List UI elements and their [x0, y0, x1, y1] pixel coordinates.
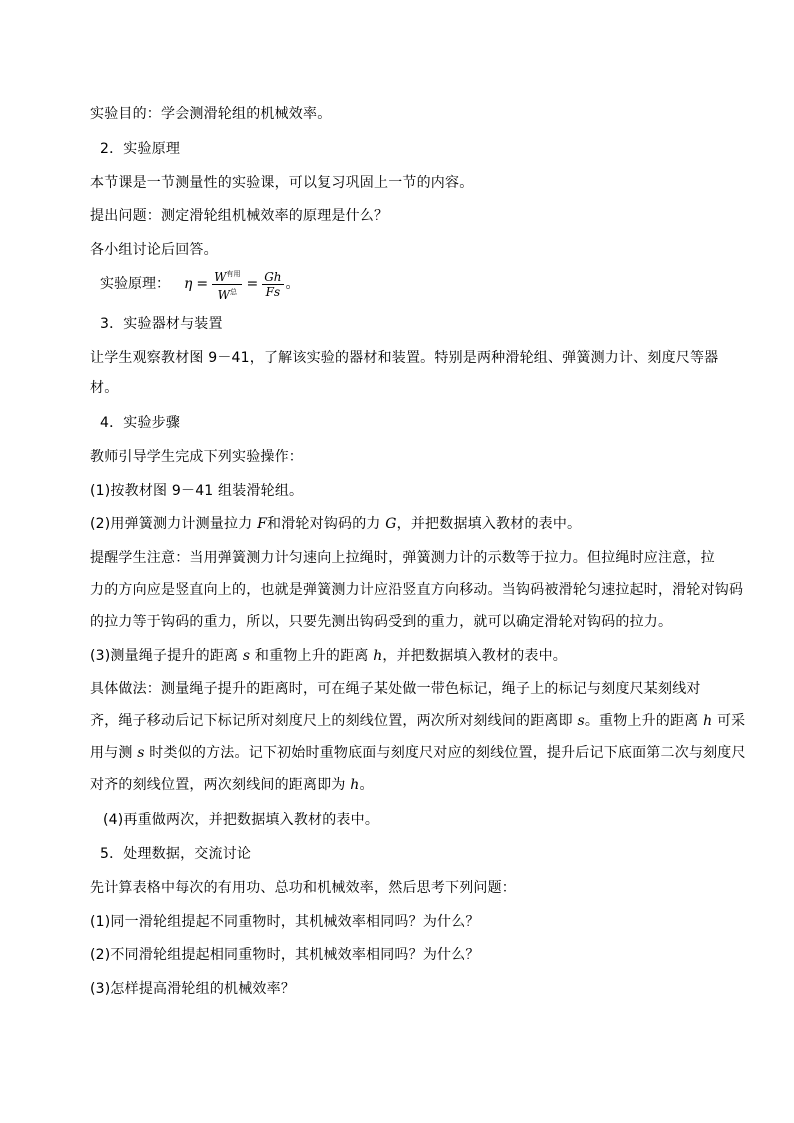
step-1: (1)按教材图 9－41 组装滑轮组。 — [90, 483, 304, 499]
section-heading-principle: 2．实验原理 — [100, 141, 181, 157]
experiment-purpose: 实验目的：学会测滑轮组的机械效率。 — [90, 106, 332, 122]
principle-formula-line — [100, 266, 300, 302]
step-4: (4)再重做两次，并把数据填入教材的表中。 — [103, 812, 380, 828]
formula-equals-1: = — [196, 276, 209, 292]
section-heading-steps: 4．实验步骤 — [100, 415, 181, 431]
section-heading-data: 5．处理数据，交流讨论 — [100, 846, 252, 862]
formula-end: 。 — [285, 276, 300, 292]
formula-fs: Fs — [265, 284, 281, 299]
method-line-2: 齐，绳子移动后记下标记所对刻度尺上的刻线位置，两次所对刻线间的距离即 s。重物上升的距离 h 可采 — [90, 713, 746, 729]
paragraph-steps-intro: 教师引导学生完成下列实验操作： — [90, 449, 303, 465]
method-line-4: 对齐的刻线位置，两次刻线间的距离即为 h。 — [90, 777, 374, 793]
reminder-line-3: 的拉力等于钩码的重力，所以，只要先测出钩码受到的重力，就可以确定滑轮对钩码的拉力。 — [90, 614, 673, 630]
formula-fraction-work — [212, 267, 242, 302]
formula-useful-work: $W^{有用}$ — [214, 269, 241, 284]
paragraph-data-intro: 先计算表格中每次的有用功、总功和机械效率，然后思考下列问题： — [90, 880, 516, 896]
formula-equals-2: = — [246, 276, 259, 292]
section-heading-equipment: 3．实验器材与装置 — [100, 316, 223, 332]
paragraph-discussion: 各小组讨论后回答。 — [90, 242, 218, 258]
step-2: (2)用弹簧测力计测量拉力 F和滑轮对钩码的力 G，并把数据填入教材的表中。 — [90, 516, 582, 532]
formula-fraction-force — [262, 270, 283, 299]
method-line-1: 具体做法：测量绳子提升的距离时，可在绳子某处做一带色标记，绳子上的标记与刻度尺某刻线对 — [90, 681, 701, 697]
question-3: (3)怎样提高滑轮组的机械效率？ — [90, 981, 296, 997]
paragraph-equipment-1: 让学生观察教材图 9－41，了解该实验的器材和装置。特别是两种滑轮组、弹簧测力计、刻度尺等器 — [90, 350, 719, 366]
question-2: (2)不同滑轮组提起相同重物时，其机械效率相同吗？为什么？ — [90, 947, 480, 963]
paragraph-equipment-2: 材。 — [90, 380, 119, 396]
paragraph-intro: 本节课是一节测量性的实验课，可以复习巩固上一节的内容。 — [90, 175, 474, 191]
question-1: (1)同一滑轮组提起不同重物时，其机械效率相同吗？为什么？ — [90, 914, 480, 930]
formula-total-work: $W^总$ — [217, 287, 237, 302]
formula-gh: Gh — [264, 269, 282, 284]
formula-eta: η — [184, 276, 193, 292]
reminder-line-2: 力的方向应是竖直向上的，也就是弹簧测力计应沿竖直方向移动。当钩码被滑轮匀速拉起时，滑轮对钩码 — [90, 582, 744, 598]
step-3: (3)测量绳子提升的距离 s 和重物上升的距离 h，并把数据填入教材的表中。 — [90, 648, 568, 664]
method-line-3: 用与测 s 时类似的方法。记下初始时重物底面与刻度尺对应的刻线位置，提升后记下底面第二次与刻度尺 — [90, 745, 746, 761]
paragraph-question: 提出问题：测定滑轮组机械效率的原理是什么？ — [90, 208, 389, 224]
principle-label: 实验原理： — [100, 276, 170, 292]
reminder-line-1: 提醒学生注意：当用弹簧测力计匀速向上拉绳时，弹簧测力计的示数等于拉力。但拉绳时应注意，拉 — [90, 550, 715, 566]
